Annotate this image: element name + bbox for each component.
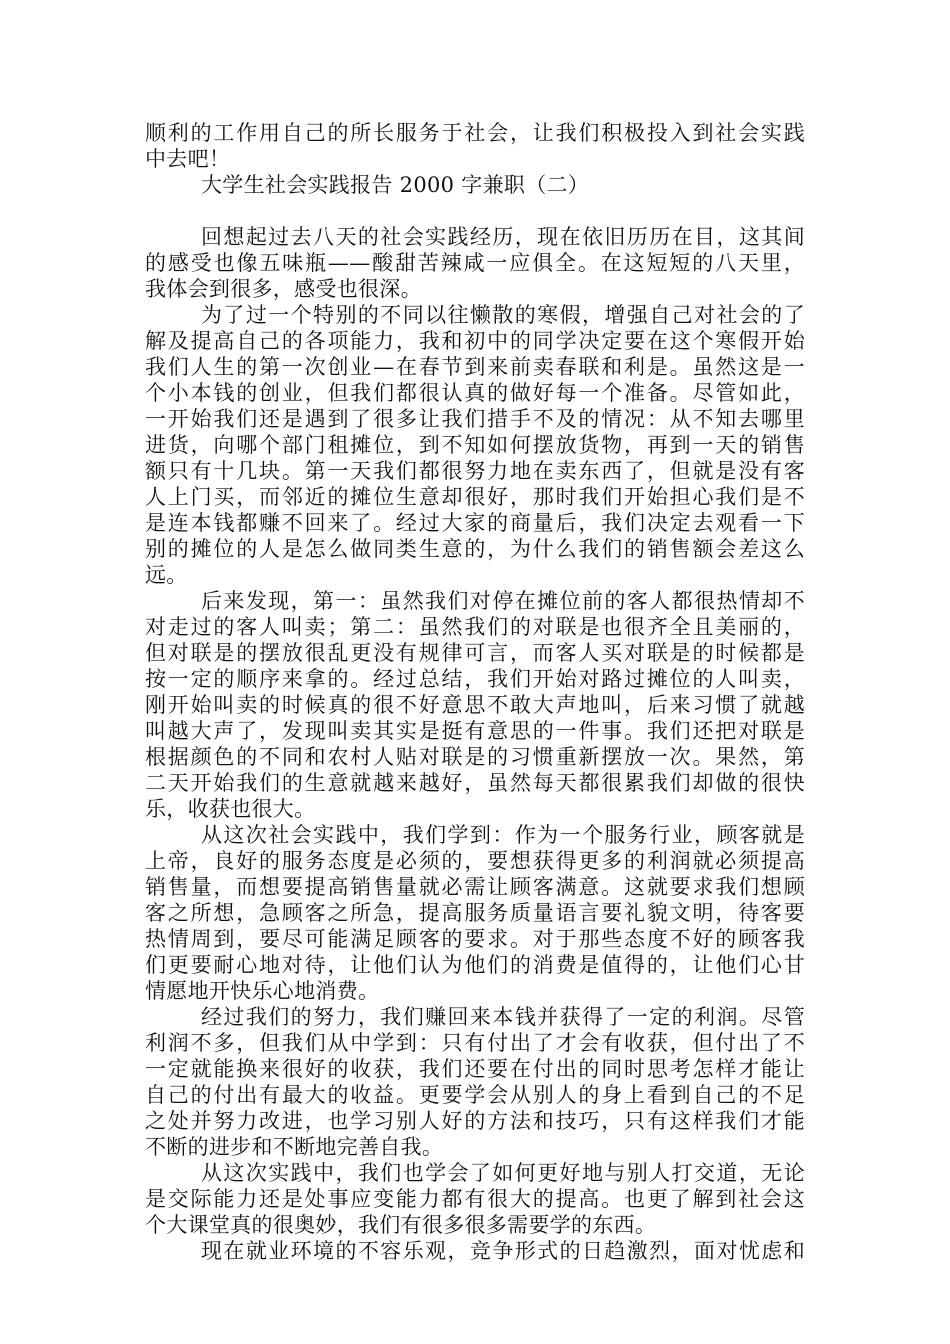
paragraph-4 (145, 822, 805, 1004)
text-line: 我们人生的第一次创业—在春节到来前卖春联和利是。虽然这是一 (145, 355, 805, 379)
paragraph-1 (145, 224, 805, 302)
text-line: 按一定的顺序来拿的。经过总结，我们开始对路过摊位的人叫卖， (145, 667, 805, 691)
text-line: 客之所想，急顾客之所急，提高服务质量语言要礼貌文明，待客要 (145, 901, 805, 925)
document-page (145, 120, 805, 1264)
text-line: 们更要耐心地对待，让他们认为他们的消费是值得的，让他们心甘 (145, 953, 805, 977)
text-line: 个小本钱的创业，但我们都很认真的做好每一个准备。尽管如此， (145, 381, 805, 405)
text-line: 上帝，良好的服务态度是必须的，要想获得更多的利润就必须提高 (145, 849, 805, 873)
blank-line (145, 198, 805, 224)
text-line: 后来发现，第一：虽然我们对停在摊位前的客人都很热情却不 (201, 589, 805, 613)
text-line: 的感受也像五味瓶——酸甜苦辣咸一应俱全。在这短短的八天里， (145, 251, 805, 275)
text-line: 回想起过去八天的社会实践经历，现在依旧历历在目，这其间 (201, 225, 805, 249)
text-line: 我体会到很多，感受也很深。 (145, 277, 422, 301)
text-line: 现在就业环境的不容乐观，竞争形式的日趋激烈，面对忧虑和 (201, 1239, 805, 1263)
text-line: 中去吧！ (145, 147, 231, 171)
text-line: 从这次社会实践中，我们学到：作为一个服务行业，顾客就是 (201, 823, 805, 847)
text-line: 情愿地开快乐心地消费。 (145, 979, 380, 1003)
paragraph-6 (145, 1160, 805, 1238)
paragraph-2 (145, 302, 805, 588)
text-line: 自己的付出有最大的收益。更要学会从别人的身上看到自己的不足 (145, 1083, 805, 1107)
text-line: 销售量，而想要提高销售量就必需让顾客满意。这就要求我们想顾 (145, 875, 805, 899)
text-line: 一开始我们还是遇到了很多让我们措手不及的情况：从不知去哪里 (145, 407, 805, 431)
text-line: 进货，向哪个部门租摊位，到不知如何摆放货物，再到一天的销售 (145, 433, 805, 457)
text-line: 热情周到，要尽可能满足顾客的要求。对于那些态度不好的顾客我 (145, 927, 805, 951)
text-line: 但对联是的摆放很乱更没有规律可言，而客人买对联是的时候都是 (145, 641, 805, 665)
text-line: 解及提高自己的各项能力，我和初中的同学决定要在这个寒假开始 (145, 329, 805, 353)
paragraph-7 (145, 1238, 805, 1264)
text-line: 刚开始叫卖的时候真的很不好意思不敢大声地叫，后来习惯了就越 (145, 693, 805, 717)
text-line: 叫越大声了，发现叫卖其实是挺有意思的一件事。我们还把对联是 (145, 719, 805, 743)
text-line: 人上门买，而邻近的摊位生意却很好，那时我们开始担心我们是不 (145, 485, 805, 509)
section-heading: 大学生社会实践报告 2000 字兼职（二） (201, 173, 590, 197)
paragraph-5 (145, 1004, 805, 1160)
text-line: 二天开始我们的生意就越来越好，虽然每天都很累我们却做的很快 (145, 771, 805, 795)
text-line: 是连本钱都赚不回来了。经过大家的商量后，我们决定去观看一下 (145, 511, 805, 535)
text-line: 是交际能力还是处事应变能力都有很大的提高。也更了解到社会这 (145, 1187, 805, 1211)
text-line: 别的摊位的人是怎么做同类生意的，为什么我们的销售额会差这么 (145, 537, 805, 561)
text-line: 之处并努力改进，也学习别人好的方法和技巧，只有这样我们才能 (145, 1109, 805, 1133)
text-line: 远。 (145, 563, 188, 587)
text-line: 利润不多，但我们从中学到：只有付出了才会有收获，但付出了不 (145, 1031, 805, 1055)
text-line: 顺利的工作用自己的所长服务于社会，让我们积极投入到社会实践 (145, 121, 805, 145)
text-line: 从这次实践中，我们也学会了如何更好地与别人打交道，无论 (201, 1161, 805, 1185)
text-line: 不断的进步和不断地完善自我。 (145, 1135, 444, 1159)
text-line: 对走过的客人叫卖；第二：虽然我们的对联是也很齐全且美丽的， (145, 615, 805, 639)
text-line: 经过我们的努力，我们赚回来本钱并获得了一定的利润。尽管 (201, 1005, 805, 1029)
text-line: 额只有十几块。第一天我们都很努力地在卖东西了，但就是没有客 (145, 459, 805, 483)
intro-paragraph (145, 120, 805, 172)
text-line: 个大课堂真的很奥妙，我们有很多很多需要学的东西。 (145, 1213, 657, 1237)
text-line: 乐，收获也很大。 (145, 797, 316, 821)
text-line: 根据颜色的不同和农村人贴对联是的习惯重新摆放一次。果然，第 (145, 745, 805, 769)
paragraph-3 (145, 588, 805, 822)
text-line: 为了过一个特别的不同以往懒散的寒假，增强自己对社会的了 (201, 303, 805, 327)
text-line: 一定就能换来很好的收获，我们还要在付出的同时思考怎样才能让 (145, 1057, 805, 1081)
